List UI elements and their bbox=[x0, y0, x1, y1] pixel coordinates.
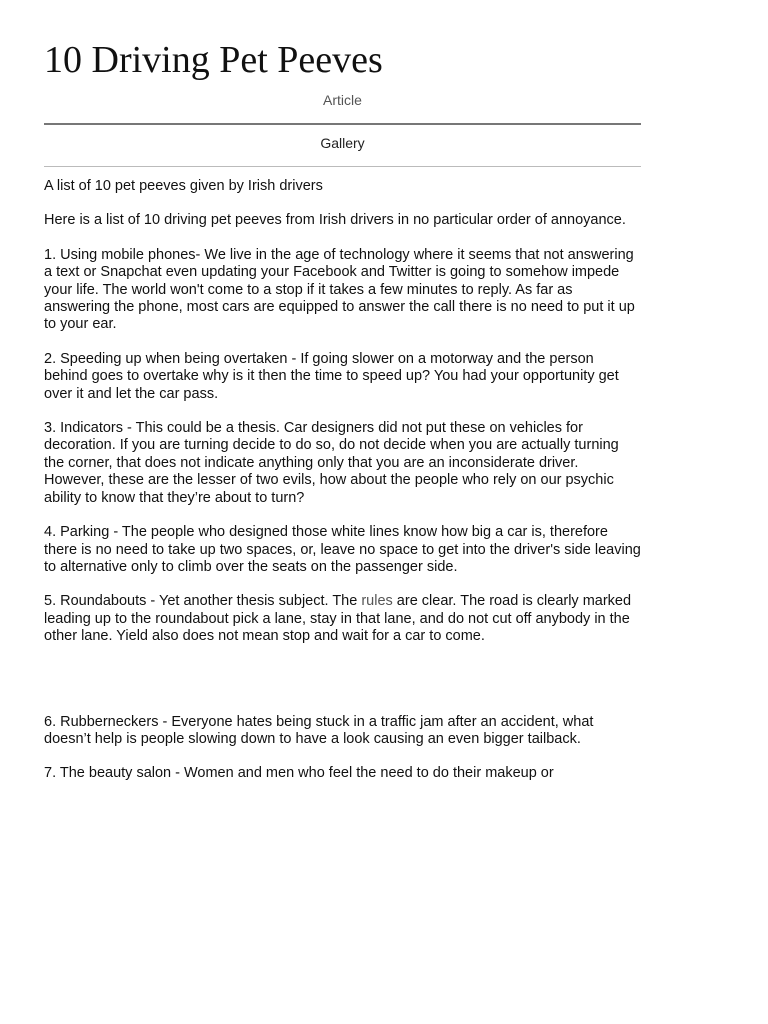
list-item: 7. The beauty salon - Women and men who feel the need to do their makeup or bbox=[44, 765, 554, 782]
list-item-text: 5. Roundabouts - Yet another thesis subject. The bbox=[44, 593, 362, 610]
tab-gallery[interactable]: Gallery bbox=[44, 125, 641, 167]
page-title: 10 Driving Pet Peeves bbox=[44, 39, 383, 81]
article-subtitle: A list of 10 pet peeves given by Irish drivers bbox=[44, 178, 323, 194]
list-item: 2. Speeding up when being overtaken - If going slower on a motorway and the person behind goes to overtake why is it then the time to speed up? You had your opportunity get over it and let the car pass. bbox=[44, 350, 619, 402]
list-item-text: are clear. The road is clearly marked leading up to the roundabout pick a lane, stay in that lane, and do not cut off anybody in the other lane. Yield also does not mean stop and wait for a car to come. bbox=[44, 593, 632, 645]
list-item bbox=[44, 593, 641, 645]
rules-link[interactable]: rules bbox=[361, 593, 393, 610]
article-body bbox=[44, 178, 641, 783]
list-item: 1. Using mobile phones- We live in the age of technology where it seems that not answering a text or Snapchat even updating your Facebook and Twitter is going to somehow impede your life. The world won't come to a stop if it takes a few minutes to reply. As far as answering the phone, most cars are equipped to answer the call there is no need to put it up to your ear. bbox=[44, 246, 635, 333]
list-item: 4. Parking - The people who designed those white lines know how big a car is, therefore there is no need to take up two spaces, or, leave no space to get into the driver's side leaving to alternative only to climb over the seats on the passenger side. bbox=[44, 524, 641, 575]
list-item: 3. Indicators - This could be a thesis. Car designers did not put these on vehicles for decoration. If you are turning decide to do so, do not decide when you are actually turning the corner, that does not indicate anything only that you are an inconsiderate driver. However, these are the lesser of two evils, how about the people who rely on our psychic ability to know that they’re about to turn? bbox=[44, 420, 619, 506]
list-item: 6. Rubberneckers - Everyone hates being stuck in a traffic jam after an accident, what doesn’t help is people slowing down to have a look causing an even bigger tailback. bbox=[44, 713, 594, 747]
tab-article[interactable]: Article bbox=[44, 90, 641, 125]
article-intro: Here is a list of 10 driving pet peeves from Irish drivers in no particular order of annoyance. bbox=[44, 212, 626, 229]
article-page bbox=[44, 36, 641, 800]
